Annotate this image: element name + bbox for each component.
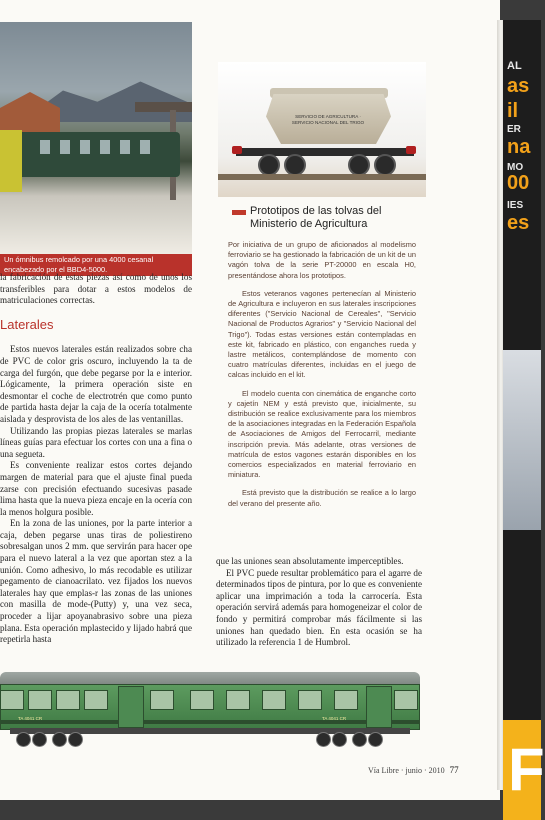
left-column [0, 272, 192, 646]
sidebar-paragraph: El modelo cuenta con cinemática de enganche corto y cajetín NEM y está previsto que, inicialmente, su distribución se realice exclusivamente para los miembros de la asociaciones integradas en la Federación Española de Asociaciones de Amigos del Ferrocarril, mediante inscripción previa. Más adelante, otras versiones de matrícula de estos vagones estarán disponibles en los comercios especializados en material ferroviario en miniatura. [228, 388, 416, 480]
next-page-fragment: na [507, 136, 531, 158]
coach-window [120, 140, 130, 154]
hopper-wagon-photo [218, 62, 426, 197]
coach-window [80, 140, 90, 154]
wheel [16, 732, 31, 747]
station-building [0, 92, 60, 132]
wheel [68, 732, 83, 747]
coach-number-label: TA 4041 CR [18, 716, 43, 721]
coach-window [190, 690, 214, 710]
next-page-fragment: ER [507, 124, 521, 135]
wheel [32, 732, 47, 747]
body-paragraph: Utilizando las propias piezas laterales se marlas líneas guías para efectuar los cortes con una a fina o una segueta. [0, 425, 192, 459]
wagon-inscription: SERVICIO DE AGRICULTURA · SERVICIO NACIONAL DEL TRIGO [291, 114, 365, 125]
sidebar-heading: Prototipos de las tolvas del Ministerio de Agricultura [250, 205, 382, 230]
wheel [316, 732, 331, 747]
coach-window [140, 140, 150, 154]
coach-window [334, 690, 358, 710]
coach-window [84, 690, 108, 710]
next-page-edge [503, 20, 545, 803]
sidebar-paragraph: Por iniciativa de un grupo de aficionados al modelismo ferroviario se ha gestionado la fabricación de un kit de un vagón tolva de la serie PT-20000 en escala H0, presentándose ahora los prototipos. [228, 240, 416, 280]
buffer [406, 146, 416, 154]
photo-caption: Un ómnibus remolcado por una 4000 cesanal encabezado por el BBD4-5000. [0, 254, 192, 276]
green-coach [10, 132, 180, 177]
publication-info: Vía Libre · junio · 2010 [368, 766, 445, 775]
wheel [348, 154, 370, 176]
next-page-fragment: AL [507, 60, 522, 72]
coach-stripe [0, 720, 420, 724]
wheel [352, 732, 367, 747]
buffer [232, 146, 242, 154]
coach-door [118, 686, 144, 728]
wheel [284, 154, 306, 176]
next-page-fragment: F [508, 736, 545, 803]
body-paragraph: El PVC puede resultar problemático para el agarre de determinados tipos de pintura, por lo que es conveniente aplicar una imprimación a toda la carrocería. Esta operación servirá además para homogeneizar el color de fondo y permitirá comprobar más fácilmente si las uniones han quedado bien. En esta ocasión se ha utilizado la referencia 1 de Humbrol. [216, 567, 422, 648]
coach-window [0, 690, 24, 710]
wheel [368, 732, 383, 747]
bottom-right-column [216, 556, 422, 649]
coach-window [40, 140, 50, 154]
coach-window [100, 140, 110, 154]
next-page-fragment: il [507, 100, 519, 122]
body-paragraph: Estos nuevos laterales están realizados sobre cha de PVC de color gris oscuro, incluyendo la ta de carga del furgón, que debe pegarse por la e interior. Lógicamente, la primera operación siste en desmontar el coche de electrotrén que como punto de partida hasta dejar la caja de la ocería totalmente aislada y desprovista de los ales de las ventanillas. [0, 344, 192, 424]
platform-canopy [135, 102, 192, 112]
section-subheading: Laterales [0, 316, 54, 332]
sidebar-text [228, 240, 416, 517]
next-page-fragment: IES [507, 200, 524, 211]
next-page-fragment: MO [507, 162, 524, 173]
intro-paragraph: la fabricación de estas piezas así como de unos los transferibles para dotar a estos modelos de matriculaciones correctas. [0, 272, 192, 306]
next-page-fragment: as [507, 75, 530, 97]
track [218, 174, 426, 180]
next-page-photo [503, 350, 541, 530]
heading-marker [232, 210, 246, 215]
next-page-fragment: 00 [507, 172, 530, 194]
coach-window [298, 690, 322, 710]
sidebar-paragraph: Está previsto que la distribución se realice a lo largo del verano del presente año. [228, 488, 416, 508]
coach-side-drawing [0, 672, 420, 744]
coach-window [60, 140, 70, 154]
wheel [374, 154, 396, 176]
coach-window [56, 690, 80, 710]
coach-window [28, 690, 52, 710]
page-number: 77 [449, 765, 459, 775]
coach-window [394, 690, 418, 710]
sidebar-paragraph: Estos veteranos vagones pertenecían al Ministerio de Agricultura e incluyeron en sus laterales inscripciones diferentes ("Servicio Nacional de Cereales", "Servicio Nacional de Productos Agrarios" y "Servicio Nacional del Trigo"). Todas estas versiones están contempladas en este kit, fabricado en plástico, con enganches rueda y lastre metálicos, contemplándose de momento con cuatro matrículas diferentes, incluidas en el juego de calcas incluido en el kit. [228, 288, 416, 380]
coach-door [366, 686, 392, 728]
page-footer [368, 765, 459, 775]
coach-window [226, 690, 250, 710]
coach-window [262, 690, 286, 710]
wheel [52, 732, 67, 747]
wheel [332, 732, 347, 747]
coach-number-label: TA 4041 CR [322, 716, 347, 721]
body-paragraph: que las uniones sean absolutamente imperceptibles. [216, 556, 404, 566]
wheel [258, 154, 280, 176]
coach-window [150, 690, 174, 710]
next-page-fragment: es [507, 212, 530, 234]
station-train-photo [0, 22, 192, 274]
body-paragraph: En la zona de las uniones, por la parte interior a caja, deben pegarse unas tiras de poliestireno sobresalgan unos 2 mm. que servirán para hacer ope para el nuevo lateral a la vez que aportan stez a la unión. Como adhesivo, lo más recodable es utilizar pegamento de cianoacrilato. vez fijados los nuevos laterales hay que emplas-r las zonas de las uniones con masilla de mode-(Putty) y, una vez seca, proceder a lijar apoyanabrasivo sobre una pieza plana. Esta operación mplastecido y lijado habrá que repetirla hasta [0, 518, 192, 645]
yellow-locomotive [0, 130, 22, 192]
body-paragraph: Es conveniente realizar estos cortes dejando margen de material para que el ajuste final pueda zarse con precisión efectuando sucesivas pasade lima hasta que la nueva pieza encaje en la ocería con la menos holgura posible. [0, 460, 192, 517]
